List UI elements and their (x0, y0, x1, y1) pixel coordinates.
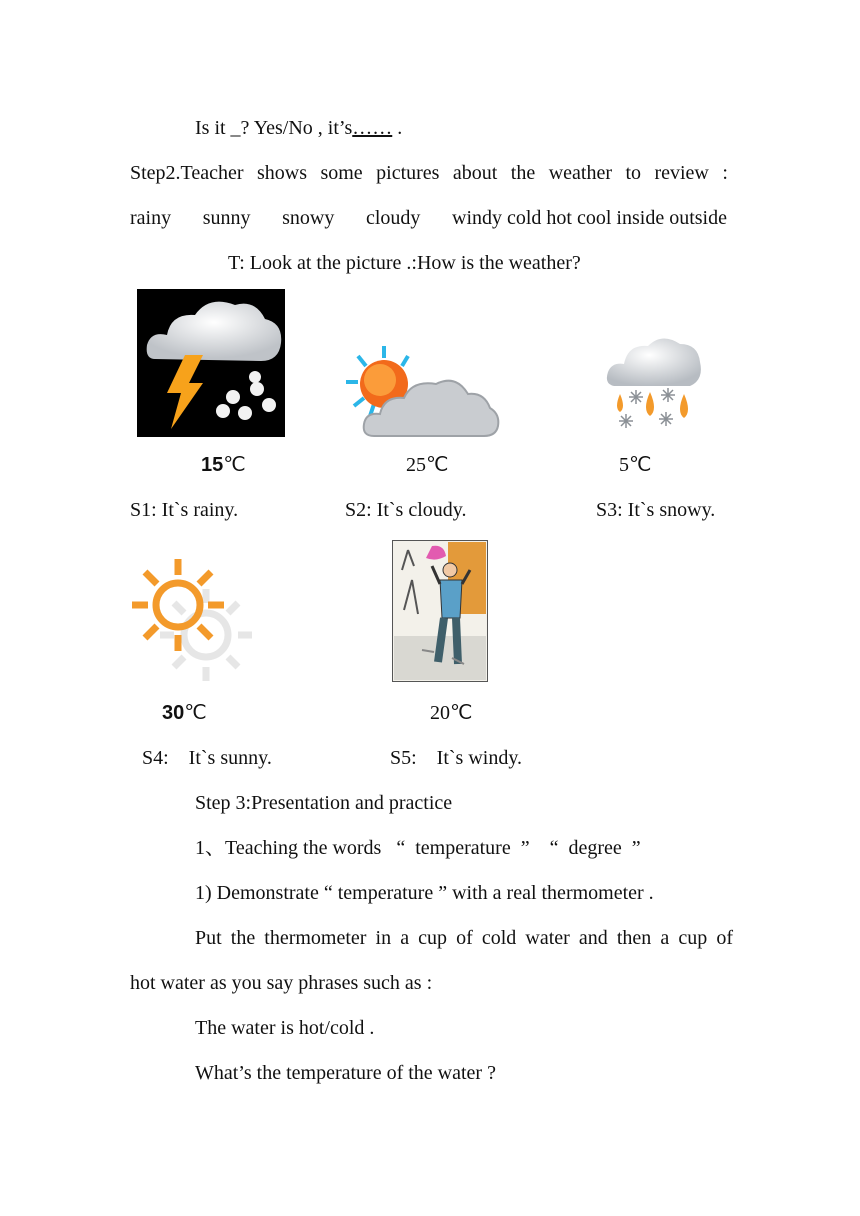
temperature-5 (619, 453, 651, 477)
vocab-word: windy cold hot cool inside outside (452, 207, 727, 229)
weather-vocabulary (130, 206, 727, 230)
step2-word: Step2.Teacher (130, 162, 244, 184)
step2-word: review (654, 162, 709, 184)
sun-icon (128, 555, 256, 683)
instruction-word: then (616, 927, 652, 949)
review-question-text: Is it _? Yes/No , it’s (195, 117, 353, 139)
instruction-word: a (400, 927, 410, 949)
instruction-word: of (716, 927, 733, 949)
instruction-word: thermometer (264, 927, 367, 949)
step2-word: shows (257, 162, 308, 184)
temperature-5-unit: ℃ (629, 454, 652, 476)
caption-rainy: S1: It`s rainy. (130, 499, 239, 521)
caption-sunny: S4: It`s sunny. (142, 747, 272, 769)
caption-windy: S5: It`s windy. (390, 747, 523, 769)
step2-word: some (320, 162, 363, 184)
step2-word: to (625, 162, 641, 184)
demonstrate-instruction: 1) Demonstrate “ temperature ” with a real thermometer . (195, 882, 654, 904)
thermometer-instruction (195, 926, 733, 950)
review-question (195, 116, 402, 140)
snow-cloud-icon (604, 332, 704, 432)
temperature-15-unit: ℃ (223, 454, 246, 476)
step2-word: : (722, 162, 728, 184)
step2-word: about (452, 162, 498, 184)
instruction-word: cup (418, 927, 448, 949)
temperature-30-unit: ℃ (184, 702, 207, 724)
step3-heading: Step 3:Presentation and practice (195, 792, 453, 814)
instruction-word: a (660, 927, 670, 949)
windy-man-icon (392, 540, 488, 682)
temperature-20 (430, 701, 472, 725)
instruction-word: and (578, 927, 608, 949)
instruction-word: Put (195, 927, 222, 949)
temperature-25 (406, 453, 448, 477)
temperature-25-unit: ℃ (426, 454, 449, 476)
vocab-word: sunny (202, 207, 251, 229)
step2-word: the (510, 162, 536, 184)
instruction-word: water (525, 927, 570, 949)
temperature-5-value: 5 (619, 454, 629, 476)
teacher-question: T: Look at the picture .:How is the weather? (228, 252, 581, 274)
step2-heading (130, 161, 728, 185)
step2-word: weather (548, 162, 612, 184)
hot-water-line: hot water as you say phrases such as : (130, 972, 433, 994)
instruction-word: in (375, 927, 392, 949)
caption-cloudy: S2: It`s cloudy. (345, 499, 467, 521)
rain-thunder-hail-icon (137, 289, 285, 437)
sun-cloud-icon (344, 344, 500, 438)
temperature-15-value: 15 (201, 454, 224, 476)
instruction-word: of (456, 927, 473, 949)
temperature-20-unit: ℃ (450, 702, 473, 724)
caption-snowy: S3: It`s snowy. (596, 499, 716, 521)
instruction-word: cup (678, 927, 708, 949)
instruction-word: cold (481, 927, 517, 949)
temperature-15 (201, 453, 246, 477)
review-question-blank: …… (352, 117, 393, 139)
step2-word: pictures (376, 162, 440, 184)
vocab-word: rainy (130, 207, 172, 229)
instruction-word: the (230, 927, 256, 949)
temperature-30-value: 30 (162, 702, 185, 724)
teaching-words: 1、Teaching the words “ temperature ” “ degree ” (195, 837, 641, 859)
temperature-25-value: 25 (406, 454, 426, 476)
temperature-question: What’s the temperature of the water ? (195, 1062, 496, 1084)
review-question-end: . (392, 117, 403, 139)
temperature-30 (162, 701, 207, 725)
vocab-word: cloudy (365, 207, 421, 229)
vocab-word: snowy (282, 207, 335, 229)
water-hot-cold: The water is hot/cold . (195, 1017, 375, 1039)
temperature-20-value: 20 (430, 702, 450, 724)
